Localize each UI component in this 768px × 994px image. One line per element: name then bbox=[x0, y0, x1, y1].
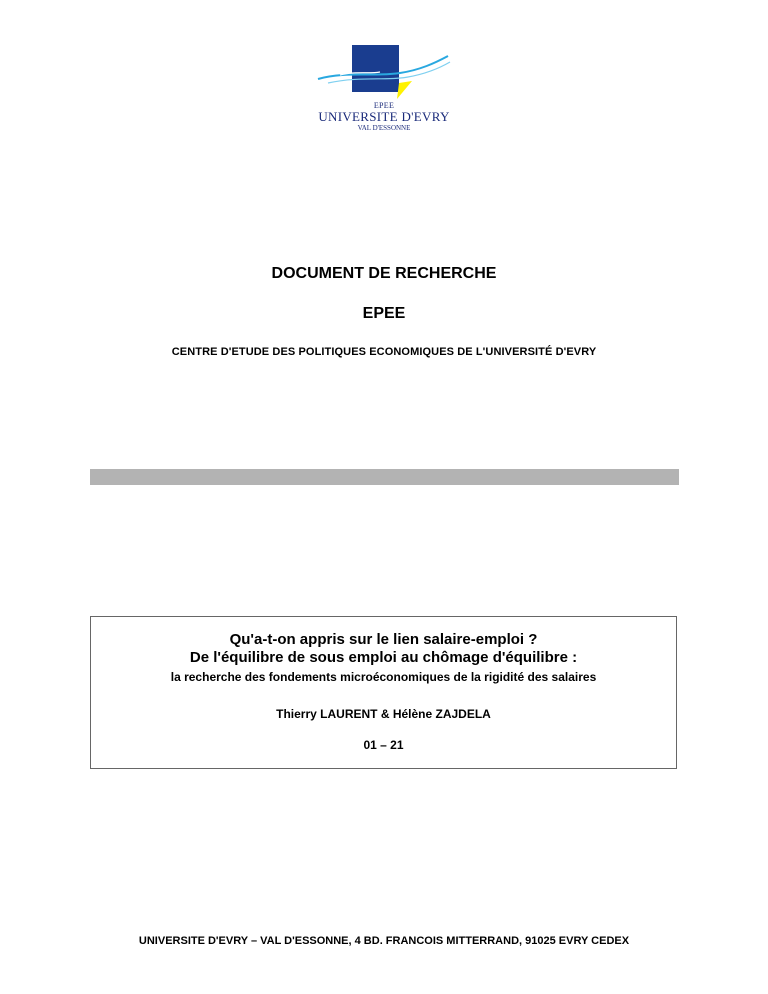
series-name: EPEE bbox=[362, 305, 406, 322]
logo-epee-text: EPEE bbox=[373, 101, 395, 110]
paper-number: 01 – 21 bbox=[363, 738, 404, 752]
logo-university-name: UNIVERSITE D'EVRY bbox=[318, 109, 450, 124]
title-line-1: Qu'a-t-on appris sur le lien salaire-emploi ? bbox=[229, 631, 538, 648]
authors: Thierry LAURENT & Hélène ZAJDELA bbox=[276, 707, 491, 721]
research-centre-name: CENTRE D'ETUDE DES POLITIQUES ECONOMIQUES DE L'UNIVERSITÉ D'EVRY bbox=[171, 346, 597, 358]
subtitle: la recherche des fondements microéconomiques de la rigidité des salaires bbox=[170, 670, 597, 684]
title-box bbox=[90, 616, 677, 769]
document-type-heading: DOCUMENT DE RECHERCHE bbox=[271, 265, 497, 282]
separator-bar bbox=[90, 469, 679, 485]
university-logo bbox=[300, 41, 468, 135]
footer-address: UNIVERSITE D'EVRY – VAL D'ESSONNE, 4 BD. FRANCOIS MITTERRAND, 91025 EVRY CEDEX bbox=[138, 935, 630, 947]
logo-mark-icon bbox=[300, 41, 468, 101]
title-line-2: De l'équilibre de sous emploi au chômage d'équilibre : bbox=[189, 649, 578, 666]
logo-location: VAL D'ESSONNE bbox=[357, 124, 411, 132]
